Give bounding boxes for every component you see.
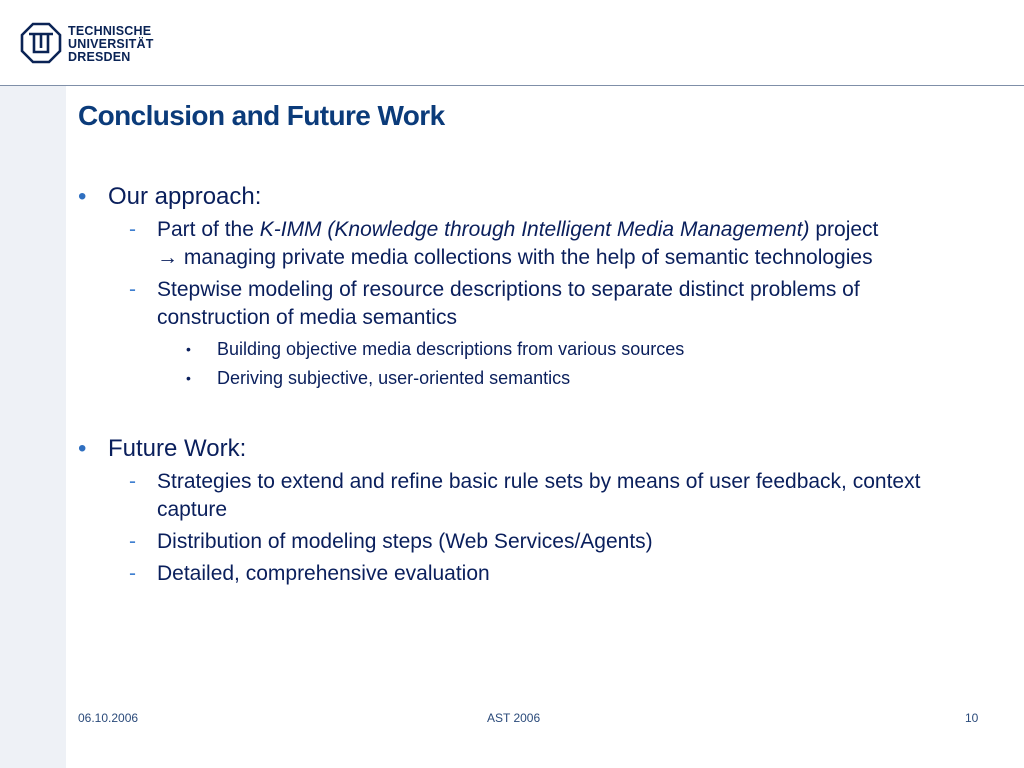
- subjective-semantics-text: Deriving subjective, user-oriented semantics: [217, 368, 571, 388]
- subitem-distribution: [78, 528, 978, 556]
- bullet-heading: Our approach:: [108, 183, 262, 210]
- subitem-strategies: [78, 468, 978, 524]
- kimm-suffix: project: [809, 218, 879, 241]
- kimm-prefix: Part of the: [157, 218, 260, 241]
- slide-title: Conclusion and Future Work: [78, 100, 445, 131]
- dash-marker: -: [129, 470, 136, 493]
- tu-dresden-logo-icon: [20, 22, 62, 66]
- footer-page-number: 10: [965, 711, 979, 725]
- logo-text-line-1: TECHNISCHE: [68, 23, 152, 38]
- stepwise-text: Stepwise modeling of resource descriptions to separate distinct problems of construction of media semantics: [157, 278, 860, 329]
- slide-content: [78, 182, 978, 588]
- section-future-work: [78, 434, 978, 588]
- bullet-marker: •: [78, 435, 87, 462]
- strategies-text: Strategies to extend and refine basic rule sets by means of user feedback, context capture: [157, 470, 921, 521]
- objective-descriptions-text: Building objective media descriptions from various sources: [217, 339, 685, 359]
- bullet-heading: Future Work:: [108, 435, 247, 462]
- small-bullet-marker: •: [186, 341, 191, 357]
- header-divider: [0, 85, 1024, 86]
- dash-marker: -: [129, 218, 136, 241]
- evaluation-text: Detailed, comprehensive evaluation: [157, 562, 490, 585]
- footer-event: AST 2006: [487, 711, 541, 725]
- subsubitem-subjective-semantics: [78, 366, 978, 390]
- subsubitem-objective-descriptions: [78, 337, 978, 361]
- footer-date: 06.10.2006: [78, 711, 139, 725]
- dash-marker: -: [129, 278, 136, 301]
- section-our-approach: [78, 182, 978, 390]
- logo-text-line-3: DRESDEN: [68, 49, 131, 64]
- bullet-future-work: [78, 434, 978, 464]
- section-gap: [78, 390, 978, 434]
- kimm-project-name: K-IMM (Knowledge through Intelligent Media Management): [259, 218, 810, 241]
- distribution-text: Distribution of modeling steps (Web Services/Agents): [157, 530, 653, 553]
- bullet-our-approach: [78, 182, 978, 212]
- left-sidebar-strip: [0, 86, 66, 768]
- subitem-evaluation: [78, 560, 978, 588]
- dash-marker: -: [129, 530, 136, 553]
- university-logo: [20, 22, 154, 66]
- small-bullet-marker: •: [186, 370, 191, 386]
- subitem-stepwise-modeling: [78, 276, 978, 332]
- logo-text-line-2: UNIVERSITÄT: [68, 36, 154, 51]
- kimm-continuation: managing private media collections with the help of semantic technologies: [183, 246, 873, 269]
- bullet-marker: •: [78, 183, 87, 210]
- arrow-icon: →: [157, 246, 178, 269]
- subitem-kimm-project: [78, 216, 978, 272]
- dash-marker: -: [129, 562, 136, 585]
